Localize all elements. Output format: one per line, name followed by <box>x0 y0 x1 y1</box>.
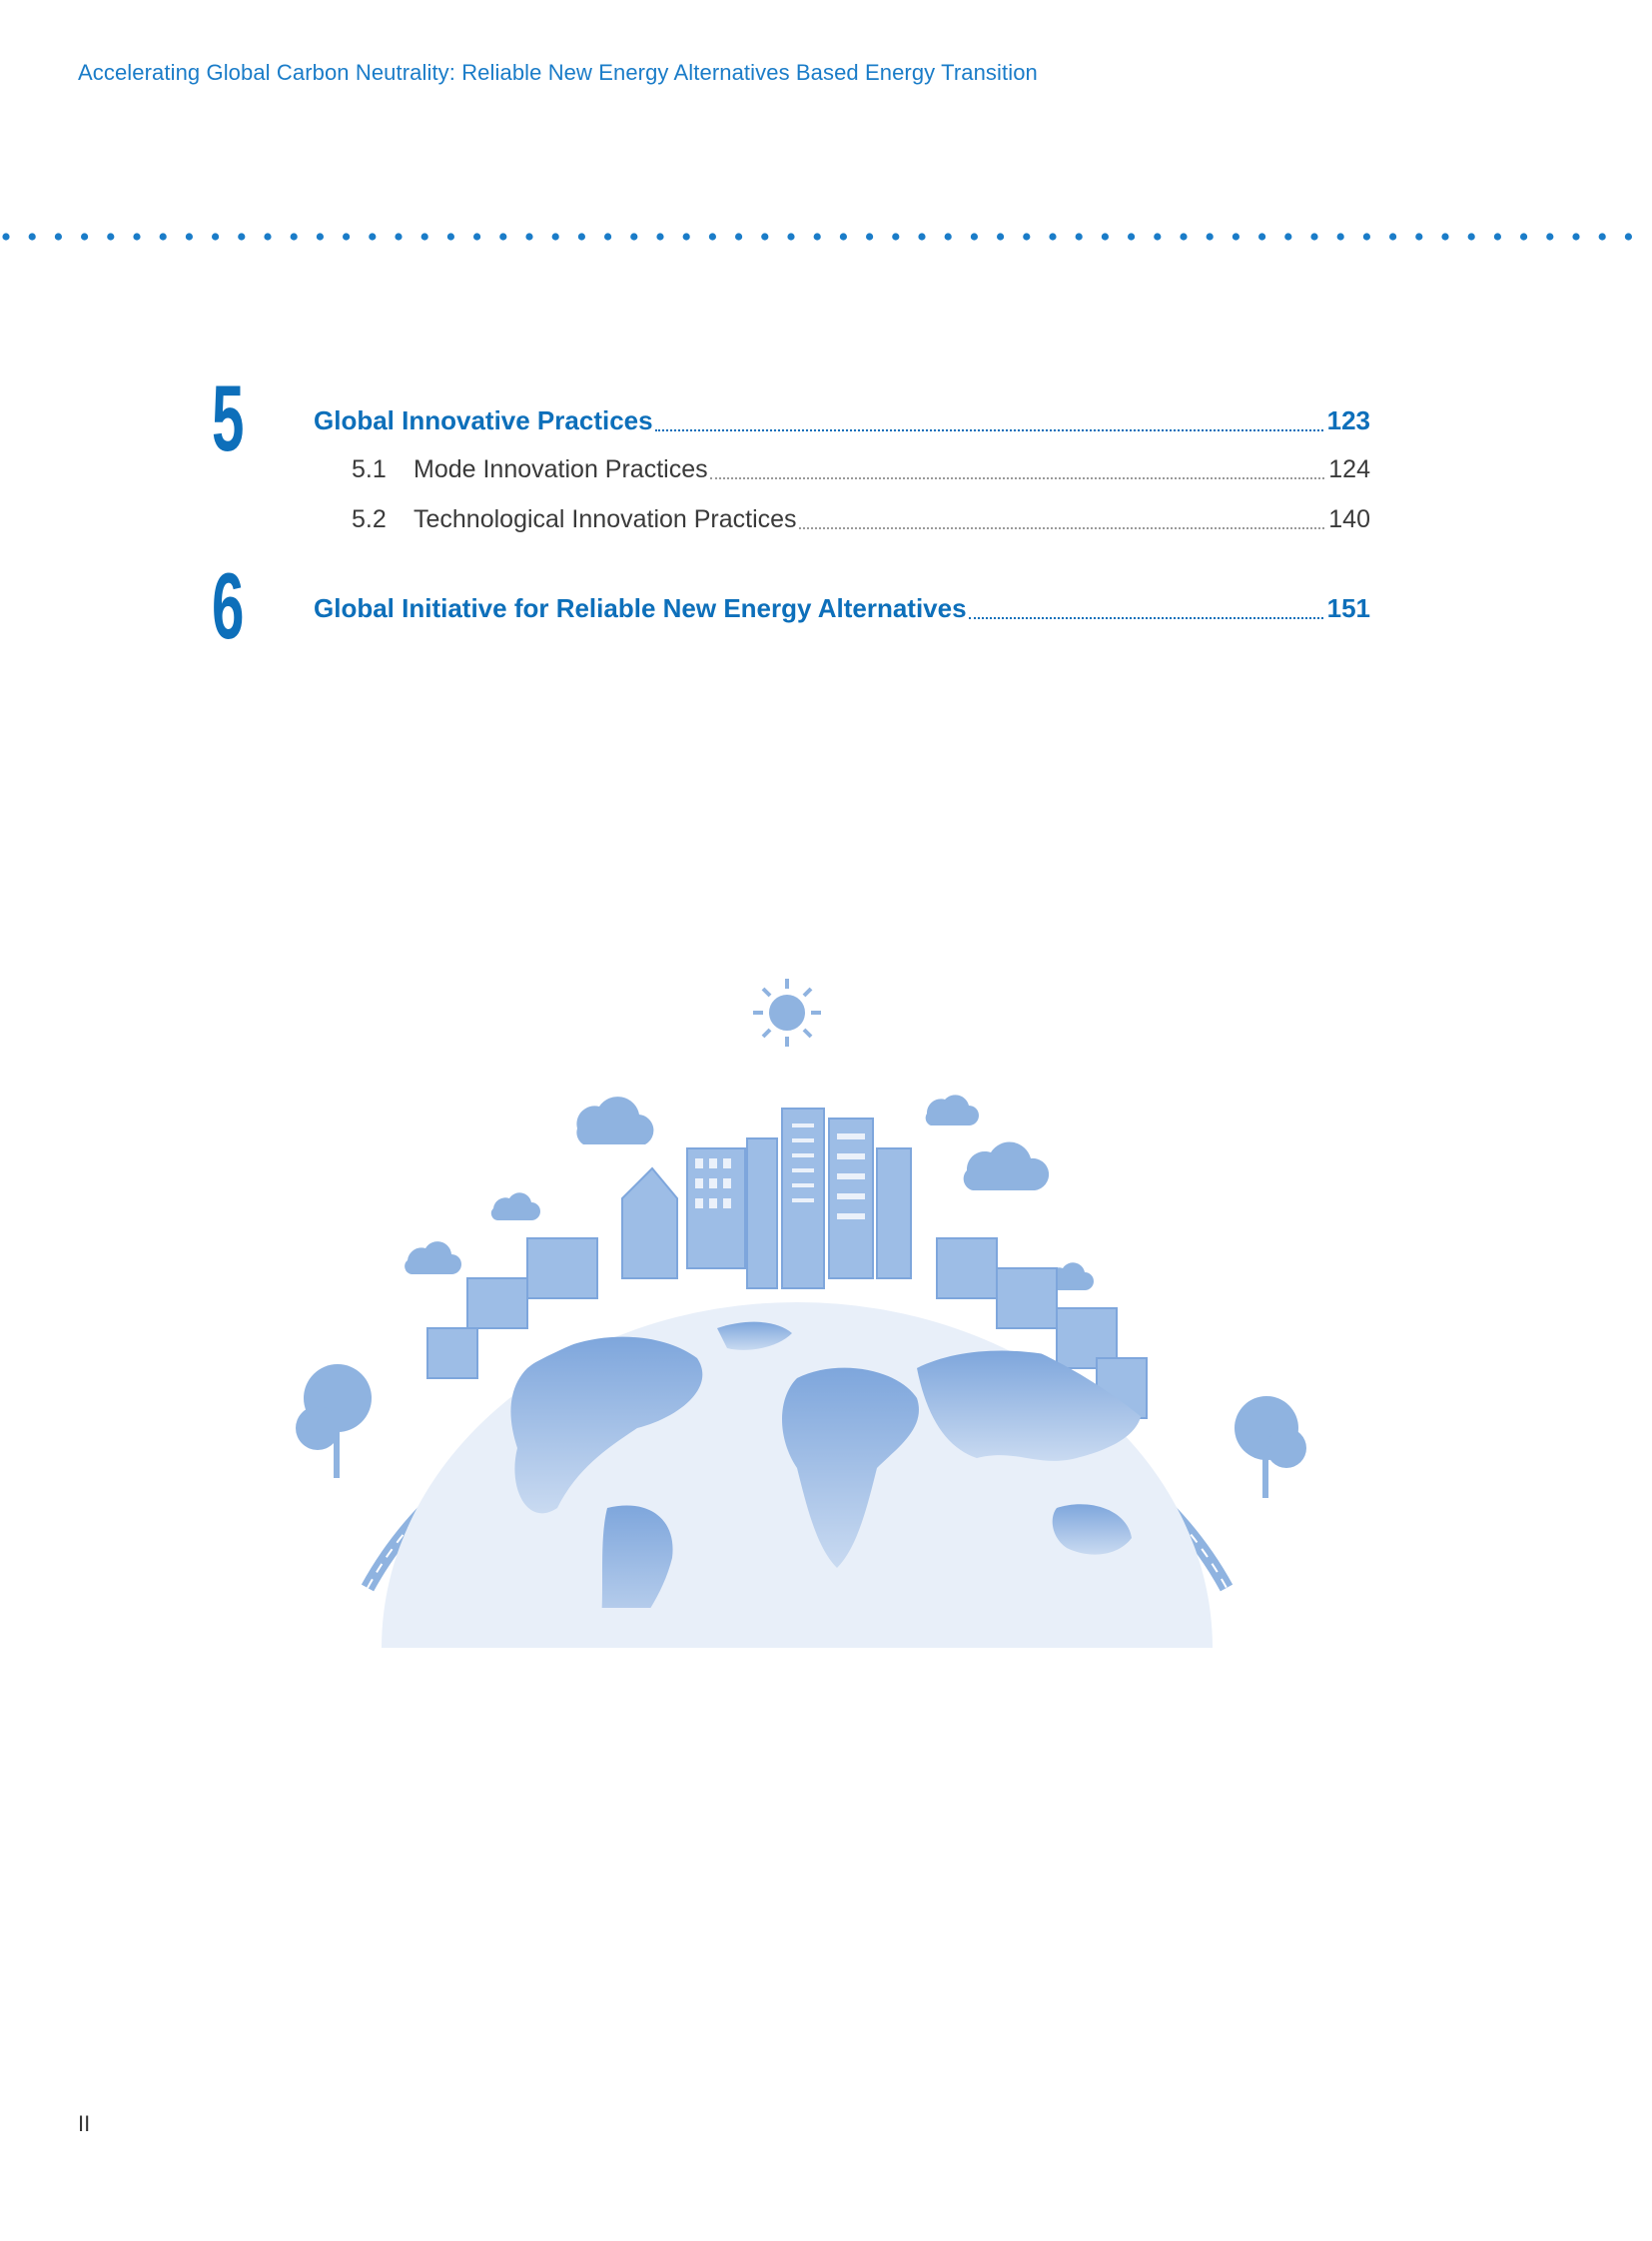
green-city-earth-illustration <box>278 949 1316 1648</box>
divider-dot <box>1233 233 1239 240</box>
toc-section-number: 5.1 <box>352 455 387 483</box>
divider-dot <box>604 233 611 240</box>
divider-dot <box>1337 233 1344 240</box>
divider-dot <box>578 233 585 240</box>
divider-dot <box>1076 233 1083 240</box>
divider-dot <box>1284 233 1291 240</box>
dot-leader <box>710 477 1325 479</box>
divider-dot <box>1389 233 1396 240</box>
divider-dot <box>395 233 402 240</box>
chapter-number: 6 <box>212 553 244 658</box>
divider-dot <box>761 233 768 240</box>
divider-dot <box>971 233 978 240</box>
divider-dot <box>1494 233 1501 240</box>
toc-section-number: 5.2 <box>352 505 387 533</box>
dotted-divider <box>0 232 1652 242</box>
divider-dot <box>1258 233 1265 240</box>
divider-dot <box>1415 233 1422 240</box>
divider-dot <box>29 233 36 240</box>
divider-dot <box>2 233 9 240</box>
divider-dot <box>369 233 376 240</box>
chapter-number: 5 <box>212 366 244 470</box>
divider-dot <box>630 233 637 240</box>
divider-dot <box>238 233 245 240</box>
divider-dot <box>840 233 847 240</box>
toc-entry-page: 140 <box>1328 505 1370 533</box>
toc-entry-title: Global Initiative for Reliable New Energy Alternatives <box>314 593 967 623</box>
dot-leader <box>655 429 1323 431</box>
divider-dot <box>1128 233 1135 240</box>
dot-leader <box>969 617 1323 619</box>
divider-dot <box>892 233 899 240</box>
toc-entry-title: Mode Innovation Practices <box>413 455 708 483</box>
divider-dot <box>473 233 480 240</box>
dot-leader <box>799 527 1325 529</box>
divider-dot <box>499 233 506 240</box>
divider-dot <box>81 233 88 240</box>
divider-dot <box>1599 233 1606 240</box>
toc-entry-page: 151 <box>1326 593 1370 623</box>
toc-entry-mode-innovation-practices[interactable] <box>352 455 1370 484</box>
divider-dot <box>525 233 532 240</box>
divider-dot <box>1520 233 1527 240</box>
divider-dot <box>1049 233 1056 240</box>
running-header: Accelerating Global Carbon Neutrality: Reliable New Energy Alternatives Based Energy Transition <box>78 60 1038 85</box>
divider-dot <box>1180 233 1187 240</box>
divider-dot <box>447 233 454 240</box>
divider-dot <box>291 233 298 240</box>
divider-dot <box>552 233 559 240</box>
toc-entry-title: Global Innovative Practices <box>314 405 653 435</box>
divider-dot <box>709 233 716 240</box>
divider-dot <box>55 233 62 240</box>
divider-dot <box>1363 233 1370 240</box>
divider-dot <box>866 233 873 240</box>
divider-dot <box>160 233 167 240</box>
divider-dot <box>421 233 428 240</box>
divider-dot <box>1572 233 1579 240</box>
toc-entry-global-initiative[interactable] <box>314 593 1370 624</box>
divider-dot <box>918 233 925 240</box>
divider-dot <box>264 233 271 240</box>
divider-dot <box>945 233 952 240</box>
divider-dot <box>317 233 324 240</box>
divider-dot <box>1546 233 1553 240</box>
divider-dot <box>1310 233 1317 240</box>
divider-dot <box>1441 233 1448 240</box>
divider-dot <box>787 233 794 240</box>
divider-dot <box>186 233 193 240</box>
divider-dot <box>1154 233 1161 240</box>
page-number: II <box>78 2111 91 2136</box>
toc-entry-page: 123 <box>1326 405 1370 435</box>
divider-dot <box>656 233 663 240</box>
divider-dot <box>814 233 821 240</box>
toc-entry-page: 124 <box>1328 455 1370 483</box>
divider-dot <box>212 233 219 240</box>
divider-dot <box>997 233 1004 240</box>
divider-dot <box>1625 233 1632 240</box>
divider-dot <box>683 233 690 240</box>
toc-entry-technological-innovation-practices[interactable] <box>352 505 1370 534</box>
divider-dot <box>1468 233 1475 240</box>
divider-dot <box>343 233 350 240</box>
divider-dot <box>1207 233 1214 240</box>
divider-dot <box>1102 233 1109 240</box>
toc-entry-title: Technological Innovation Practices <box>413 505 797 533</box>
divider-dot <box>107 233 114 240</box>
sun-icon <box>753 979 821 1047</box>
divider-dot <box>133 233 140 240</box>
divider-dot <box>735 233 742 240</box>
toc-entry-global-innovative-practices[interactable] <box>314 405 1370 436</box>
divider-dot <box>1023 233 1030 240</box>
